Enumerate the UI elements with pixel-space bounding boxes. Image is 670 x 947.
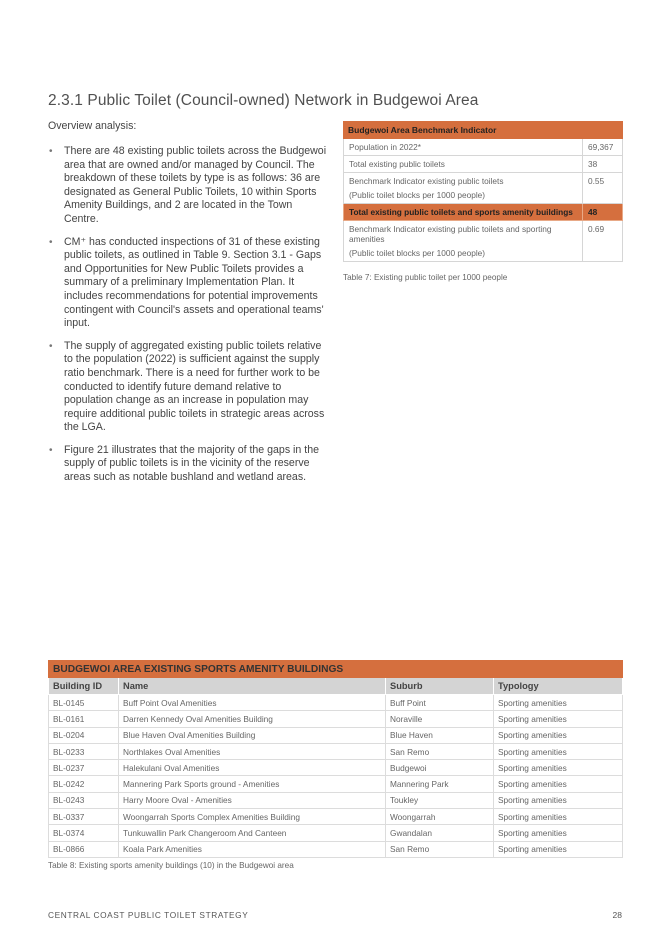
benchmark-value: 0.55 (583, 173, 623, 204)
cell-name: Tunkuwallin Park Changeroom And Canteen (119, 825, 386, 841)
benchmark-label: Benchmark Indicator existing public toilets (Public toilet blocks per 1000 people) (344, 173, 583, 204)
cell-name: Blue Haven Oval Amenities Building (119, 727, 386, 743)
benchmark-label: Benchmark Indicator existing public toilets and sporting amenities (Public toilet blocks per 1000 people) (344, 221, 583, 262)
cell-typology: Sporting amenities (494, 776, 623, 792)
cell-suburb: Mannering Park (386, 776, 494, 792)
cell-suburb: Gwandalan (386, 825, 494, 841)
footer-document-title: CENTRAL COAST PUBLIC TOILET STRATEGY (48, 910, 249, 920)
cell-typology: Sporting amenities (494, 711, 623, 727)
bullet-text: The supply of aggregated existing public toilets relative to the population (2022) is sufficient against the supply ratio benchmark. There is a need for further work to be conducted to identify future demand relative to population change as an increase in population may require additional public toilets in strategic areas across the LGA. (64, 339, 325, 434)
cell-building-id: BL-0243 (49, 792, 119, 808)
cell-typology: Sporting amenities (494, 792, 623, 808)
table-row (49, 760, 623, 776)
cell-typology: Sporting amenities (494, 809, 623, 825)
benchmark-row (344, 221, 623, 262)
column-header-suburb: Suburb (386, 678, 494, 695)
bullet-icon: • (49, 444, 53, 456)
cell-suburb: Toukley (386, 792, 494, 808)
cell-suburb: Woongarrah (386, 809, 494, 825)
page-number: 28 (612, 910, 622, 920)
benchmark-sublabel: (Public toilet blocks per 1000 people) (349, 190, 486, 200)
table-row (49, 792, 623, 808)
cell-typology: Sporting amenities (494, 727, 623, 743)
benchmark-table (343, 121, 623, 262)
cell-typology: Sporting amenities (494, 695, 623, 711)
sports-amenity-table (48, 660, 623, 858)
sports-table-header (49, 678, 623, 695)
bullet-item (48, 444, 328, 485)
cell-building-id: BL-0337 (49, 809, 119, 825)
cell-typology: Sporting amenities (494, 841, 623, 857)
section-heading: 2.3.1 Public Toilet (Council-owned) Network in Budgewoi Area (48, 92, 479, 109)
benchmark-row (344, 173, 623, 204)
cell-suburb: Blue Haven (386, 727, 494, 743)
column-header-name: Name (119, 678, 386, 695)
analysis-bullet-list (48, 145, 328, 494)
benchmark-highlight-row (344, 204, 623, 221)
benchmark-label: Total existing public toilets and sports amenity buildings (344, 204, 583, 221)
cell-typology: Sporting amenities (494, 825, 623, 841)
cell-name: Harry Moore Oval - Amenities (119, 792, 386, 808)
cell-suburb: Buff Point (386, 695, 494, 711)
cell-name: Woongarrah Sports Complex Amenities Building (119, 809, 386, 825)
cell-name: Northlakes Oval Amenities (119, 743, 386, 759)
bullet-text: Figure 21 illustrates that the majority of the gaps in the supply of public toilets is in the vicinity of the reserve areas such as notable bushland and wetland areas. (64, 443, 319, 484)
cell-name: Halekulani Oval Amenities (119, 760, 386, 776)
cell-building-id: BL-0242 (49, 776, 119, 792)
sports-table-title-row (49, 661, 623, 678)
table-row (49, 743, 623, 759)
cell-name: Mannering Park Sports ground - Amenities (119, 776, 386, 792)
bullet-icon: • (49, 236, 53, 248)
bullet-icon: • (49, 340, 53, 352)
table-row (49, 825, 623, 841)
cell-suburb: Noraville (386, 711, 494, 727)
cell-suburb: San Remo (386, 743, 494, 759)
benchmark-value: 48 (583, 204, 623, 221)
cell-suburb: Budgewoi (386, 760, 494, 776)
table-row (49, 727, 623, 743)
cell-name: Koala Park Amenities (119, 841, 386, 857)
column-header-building-id: Building ID (49, 678, 119, 695)
benchmark-label: Population in 2022* (344, 139, 583, 156)
bullet-item (48, 236, 328, 331)
bullet-icon: • (49, 146, 53, 157)
cell-typology: Sporting amenities (494, 743, 623, 759)
benchmark-row (344, 139, 623, 156)
benchmark-value: 69,367 (583, 139, 623, 156)
cell-building-id: BL-0374 (49, 825, 119, 841)
bullet-text: CM⁺ has conducted inspections of 31 of these existing public toilets, as outlined in Table 9. Section 3.1 - Gaps and Opportunities for New Public Toilets provides a summary of a preliminary Implementation Plan. It includes recommendations for potential improvements contingent with Council's assets and operational teams' input. (64, 235, 324, 330)
table-row (49, 695, 623, 711)
table-row (49, 776, 623, 792)
benchmark-header-row (344, 122, 623, 139)
cell-suburb: San Remo (386, 841, 494, 857)
cell-building-id: BL-0866 (49, 841, 119, 857)
benchmark-sublabel: (Public toilet blocks per 1000 people) (349, 248, 486, 258)
table-row (49, 711, 623, 727)
cell-name: Buff Point Oval Amenities (119, 695, 386, 711)
sports-caption: Table 8: Existing sports amenity buildings (10) in the Budgewoi area (48, 861, 294, 870)
column-header-typology: Typology (494, 678, 623, 695)
cell-typology: Sporting amenities (494, 760, 623, 776)
cell-building-id: BL-0233 (49, 743, 119, 759)
benchmark-value: 0.69 (583, 221, 623, 262)
table-row (49, 809, 623, 825)
benchmark-title: Budgewoi Area Benchmark Indicator (344, 122, 623, 139)
benchmark-caption: Table 7: Existing public toilet per 1000 people (343, 273, 508, 282)
benchmark-row (344, 156, 623, 173)
bullet-item (48, 145, 328, 227)
cell-building-id: BL-0237 (49, 760, 119, 776)
benchmark-value: 38 (583, 156, 623, 173)
bullet-item (48, 340, 328, 435)
cell-building-id: BL-0161 (49, 711, 119, 727)
sports-table-body (49, 695, 623, 858)
cell-name: Darren Kennedy Oval Amenities Building (119, 711, 386, 727)
table-row (49, 841, 623, 857)
benchmark-label: Total existing public toilets (344, 156, 583, 173)
overview-label: Overview analysis: (48, 120, 137, 132)
cell-building-id: BL-0145 (49, 695, 119, 711)
bullet-text: There are 48 existing public toilets across the Budgewoi area that are owned and/or managed by Council. The breakdown of these toilets by type is as follows: 36 are designated as General Public Toilets, 10 within Sports Amenity Buildings, and 2 are located in the Town Centre. (64, 145, 327, 225)
cell-building-id: BL-0204 (49, 727, 119, 743)
sports-table-title: BUDGEWOI AREA EXISTING SPORTS AMENITY BUILDINGS (49, 661, 623, 678)
